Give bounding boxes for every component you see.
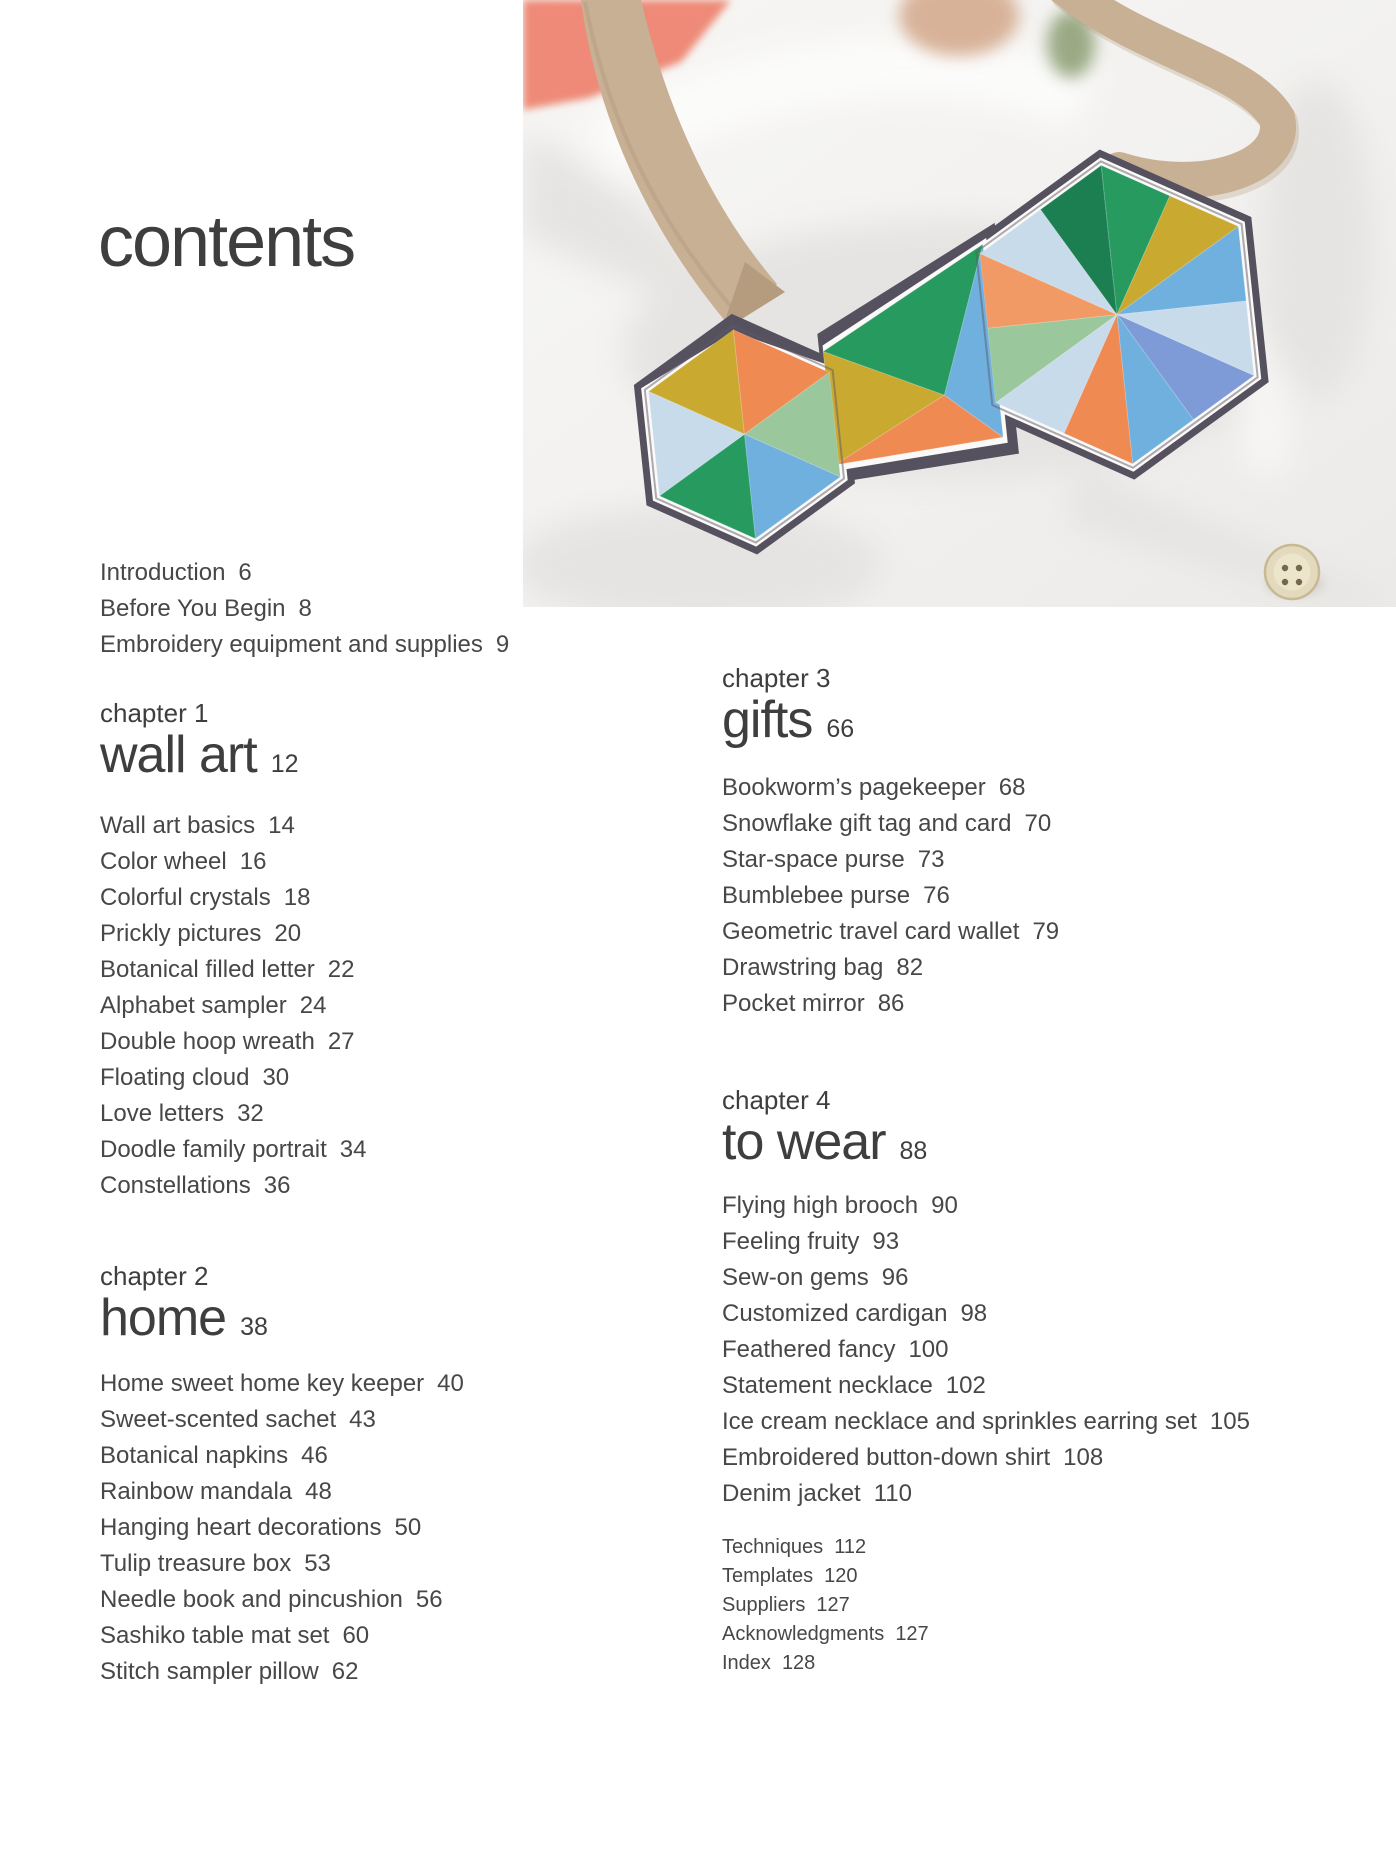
toc-item-label: Love letters [100,1100,225,1127]
toc-item-page: 70 [1024,810,1052,837]
toc-item-label: Hanging heart decorations [100,1514,382,1541]
toc-item [100,1546,464,1582]
toc-item [722,1562,929,1591]
chapter-label: chapter 4 [722,1085,831,1115]
toc-item-page: 96 [881,1264,909,1291]
toc-item-label: Pocket mirror [722,990,865,1017]
toc-item-label: Sweet-scented sachet [100,1406,337,1433]
toc-item [100,952,366,988]
toc-item [100,1366,464,1402]
chapter-title-text: home [100,1289,227,1347]
chapter-title [722,693,1059,756]
toc-item-label: Color wheel [100,848,227,875]
toc-item [100,555,509,591]
toc-item [100,627,509,663]
chapter-page-number: 38 [240,1313,268,1341]
chapter-title [100,1291,464,1354]
toc-item-label: Embroidery equipment and supplies [100,631,483,658]
toc-item [100,988,366,1024]
toc-item [100,1510,464,1546]
toc-item-page: 27 [327,1028,355,1055]
toc-item [722,1476,1250,1512]
toc-item [100,1060,366,1096]
toc-item-page: 14 [268,812,295,839]
toc-item-page: 112 [834,1536,867,1558]
toc-item [722,914,1059,950]
toc-item-page: 98 [960,1300,988,1327]
toc-item-label: Wall art basics [100,812,256,839]
toc-item-page: 53 [304,1550,331,1577]
toc-item-page: 48 [305,1478,332,1505]
toc-item-page: 79 [1032,918,1060,945]
chapter-page-number: 88 [899,1137,928,1165]
toc-item-page: 8 [298,595,312,622]
chapter-title-text: gifts [722,691,813,749]
toc-item-label: Rainbow mandala [100,1478,293,1505]
toc-item [100,1132,366,1168]
toc-item-page: 127 [895,1623,929,1645]
toc-item-page: 40 [437,1370,464,1397]
toc-item-label: Snowflake gift tag and card [722,810,1012,837]
toc-item [722,806,1059,842]
toc-item [100,1474,464,1510]
toc-item [100,808,366,844]
toc-item [100,1096,366,1132]
toc-item [100,1618,464,1654]
chapter-items [100,1366,464,1690]
toc-item-page: 20 [274,920,302,947]
toc-item-label: Templates [722,1565,814,1587]
chapter-section-2 [100,1261,464,1690]
toc-item-label: Constellations [100,1172,251,1199]
chapter-label: chapter 2 [100,1261,209,1291]
toc-item [100,880,366,916]
chapter-section-3 [722,663,1059,1022]
chapter-section-1 [100,698,366,1204]
chapter-title-text: wall art [100,726,257,784]
toc-item-page: 60 [342,1622,370,1649]
toc-item-page: 62 [331,1658,359,1685]
toc-item-label: Floating cloud [100,1064,250,1091]
front-matter-list [100,555,509,663]
toc-item-label: Bookworm’s pagekeeper [722,774,986,801]
toc-item [722,1332,1250,1368]
toc-item-label: Prickly pictures [100,920,262,947]
chapter-page-number: 12 [270,750,299,778]
toc-item-page: 16 [239,848,267,875]
toc-item-page: 6 [238,559,252,586]
toc-item [722,1591,929,1620]
toc-item-label: Before You Begin [100,595,286,622]
toc-item-page: 102 [945,1372,986,1399]
toc-item [100,844,366,880]
chapter-title [722,1115,1250,1178]
toc-item-page: 24 [299,992,327,1019]
toc-item-label: Feathered fancy [722,1336,896,1363]
toc-item-label: Ice cream necklace and sprinkles earring set [722,1408,1197,1435]
page-title: contents [98,202,355,282]
toc-item-page: 73 [917,846,945,873]
toc-item [722,950,1059,986]
toc-item-label: Index [722,1652,771,1674]
toc-item-label: Colorful crystals [100,884,271,911]
toc-item [722,1404,1250,1440]
toc-item-label: Needle book and pincushion [100,1586,403,1613]
toc-item [722,878,1059,914]
toc-item [100,1402,464,1438]
chapter-label: chapter 1 [100,698,209,728]
toc-item-label: Denim jacket [722,1480,861,1507]
toc-item-page: 86 [877,990,905,1017]
toc-item-page: 105 [1209,1408,1250,1435]
toc-item-label: Suppliers [722,1594,806,1616]
toc-item-label: Geometric travel card wallet [722,918,1020,945]
toc-item-label: Home sweet home key keeper [100,1370,425,1397]
necklace-photo [523,0,1396,607]
toc-item-label: Bumblebee purse [722,882,911,909]
toc-item-page: 68 [998,774,1026,801]
toc-item [100,1438,464,1474]
toc-item-label: Introduction [100,559,226,586]
toc-item-label: Doodle family portrait [100,1136,327,1163]
toc-item-page: 50 [394,1514,422,1541]
toc-item-label: Stitch sampler pillow [100,1658,319,1685]
toc-item-label: Flying high brooch [722,1192,919,1219]
necklace-photo-art [523,0,1396,607]
toc-item-label: Botanical napkins [100,1442,289,1469]
toc-item-label: Star-space purse [722,846,905,873]
toc-item-page: 128 [781,1652,816,1674]
toc-item-page: 90 [931,1192,958,1219]
toc-item-page: 43 [349,1406,376,1433]
toc-item [100,1582,464,1618]
toc-item [722,770,1059,806]
chapter-page-number: 66 [826,715,855,743]
chapter-title-text: to wear [722,1113,886,1171]
chapter-label: chapter 3 [722,663,831,693]
toc-item-label: Alphabet sampler [100,992,287,1019]
chapter-items [722,1188,1250,1512]
toc-item-page: 18 [283,884,311,911]
toc-item-page: 30 [262,1064,290,1091]
toc-item [100,1168,366,1204]
toc-item [722,1649,929,1678]
toc-item [722,1224,1250,1260]
chapter-items [100,808,366,1204]
toc-item-page: 36 [263,1172,291,1199]
toc-item-page: 93 [872,1228,900,1255]
toc-item [100,1654,464,1690]
toc-item-label: Techniques [722,1536,824,1558]
toc-item [100,916,366,952]
toc-item-page: 110 [873,1480,912,1507]
toc-item-page: 46 [301,1442,328,1469]
back-matter-list [722,1533,929,1678]
toc-item-label: Customized cardigan [722,1300,948,1327]
toc-item-page: 82 [896,954,924,981]
toc-item-page: 76 [923,882,950,909]
toc-item [722,1296,1250,1332]
chapter-title [100,728,366,791]
toc-item [722,1620,929,1649]
toc-item [722,1533,929,1562]
toc-item-page: 56 [415,1586,443,1613]
toc-item [722,1188,1250,1224]
toc-item [722,1440,1250,1476]
toc-item [100,1024,366,1060]
chapter-items [722,770,1059,1022]
toc-item-label: Botanical filled letter [100,956,315,983]
toc-item [722,986,1059,1022]
toc-item [100,591,509,627]
toc-item-label: Feeling fruity [722,1228,860,1255]
toc-item-label: Sew-on gems [722,1264,869,1291]
toc-item-label: Tulip treasure box [100,1550,292,1577]
toc-item-page: 34 [339,1136,367,1163]
toc-item-label: Statement necklace [722,1372,933,1399]
toc-item [722,842,1059,878]
toc-item-label: Acknowledgments [722,1623,885,1645]
toc-item-page: 120 [824,1565,858,1587]
toc-item-label: Double hoop wreath [100,1028,315,1055]
toc-item-page: 22 [327,956,355,983]
toc-item-page: 9 [495,631,510,658]
toc-item [722,1368,1250,1404]
toc-item-label: Drawstring bag [722,954,884,981]
toc-item-page: 100 [908,1336,949,1363]
toc-item-page: 32 [237,1100,264,1127]
toc-item [722,1260,1250,1296]
toc-item-page: 108 [1063,1444,1104,1471]
toc-item-label: Sashiko table mat set [100,1622,330,1649]
toc-item-page: 127 [816,1594,850,1616]
chapter-section-4 [722,1085,1250,1512]
toc-item-label: Embroidered button-down shirt [722,1444,1051,1471]
